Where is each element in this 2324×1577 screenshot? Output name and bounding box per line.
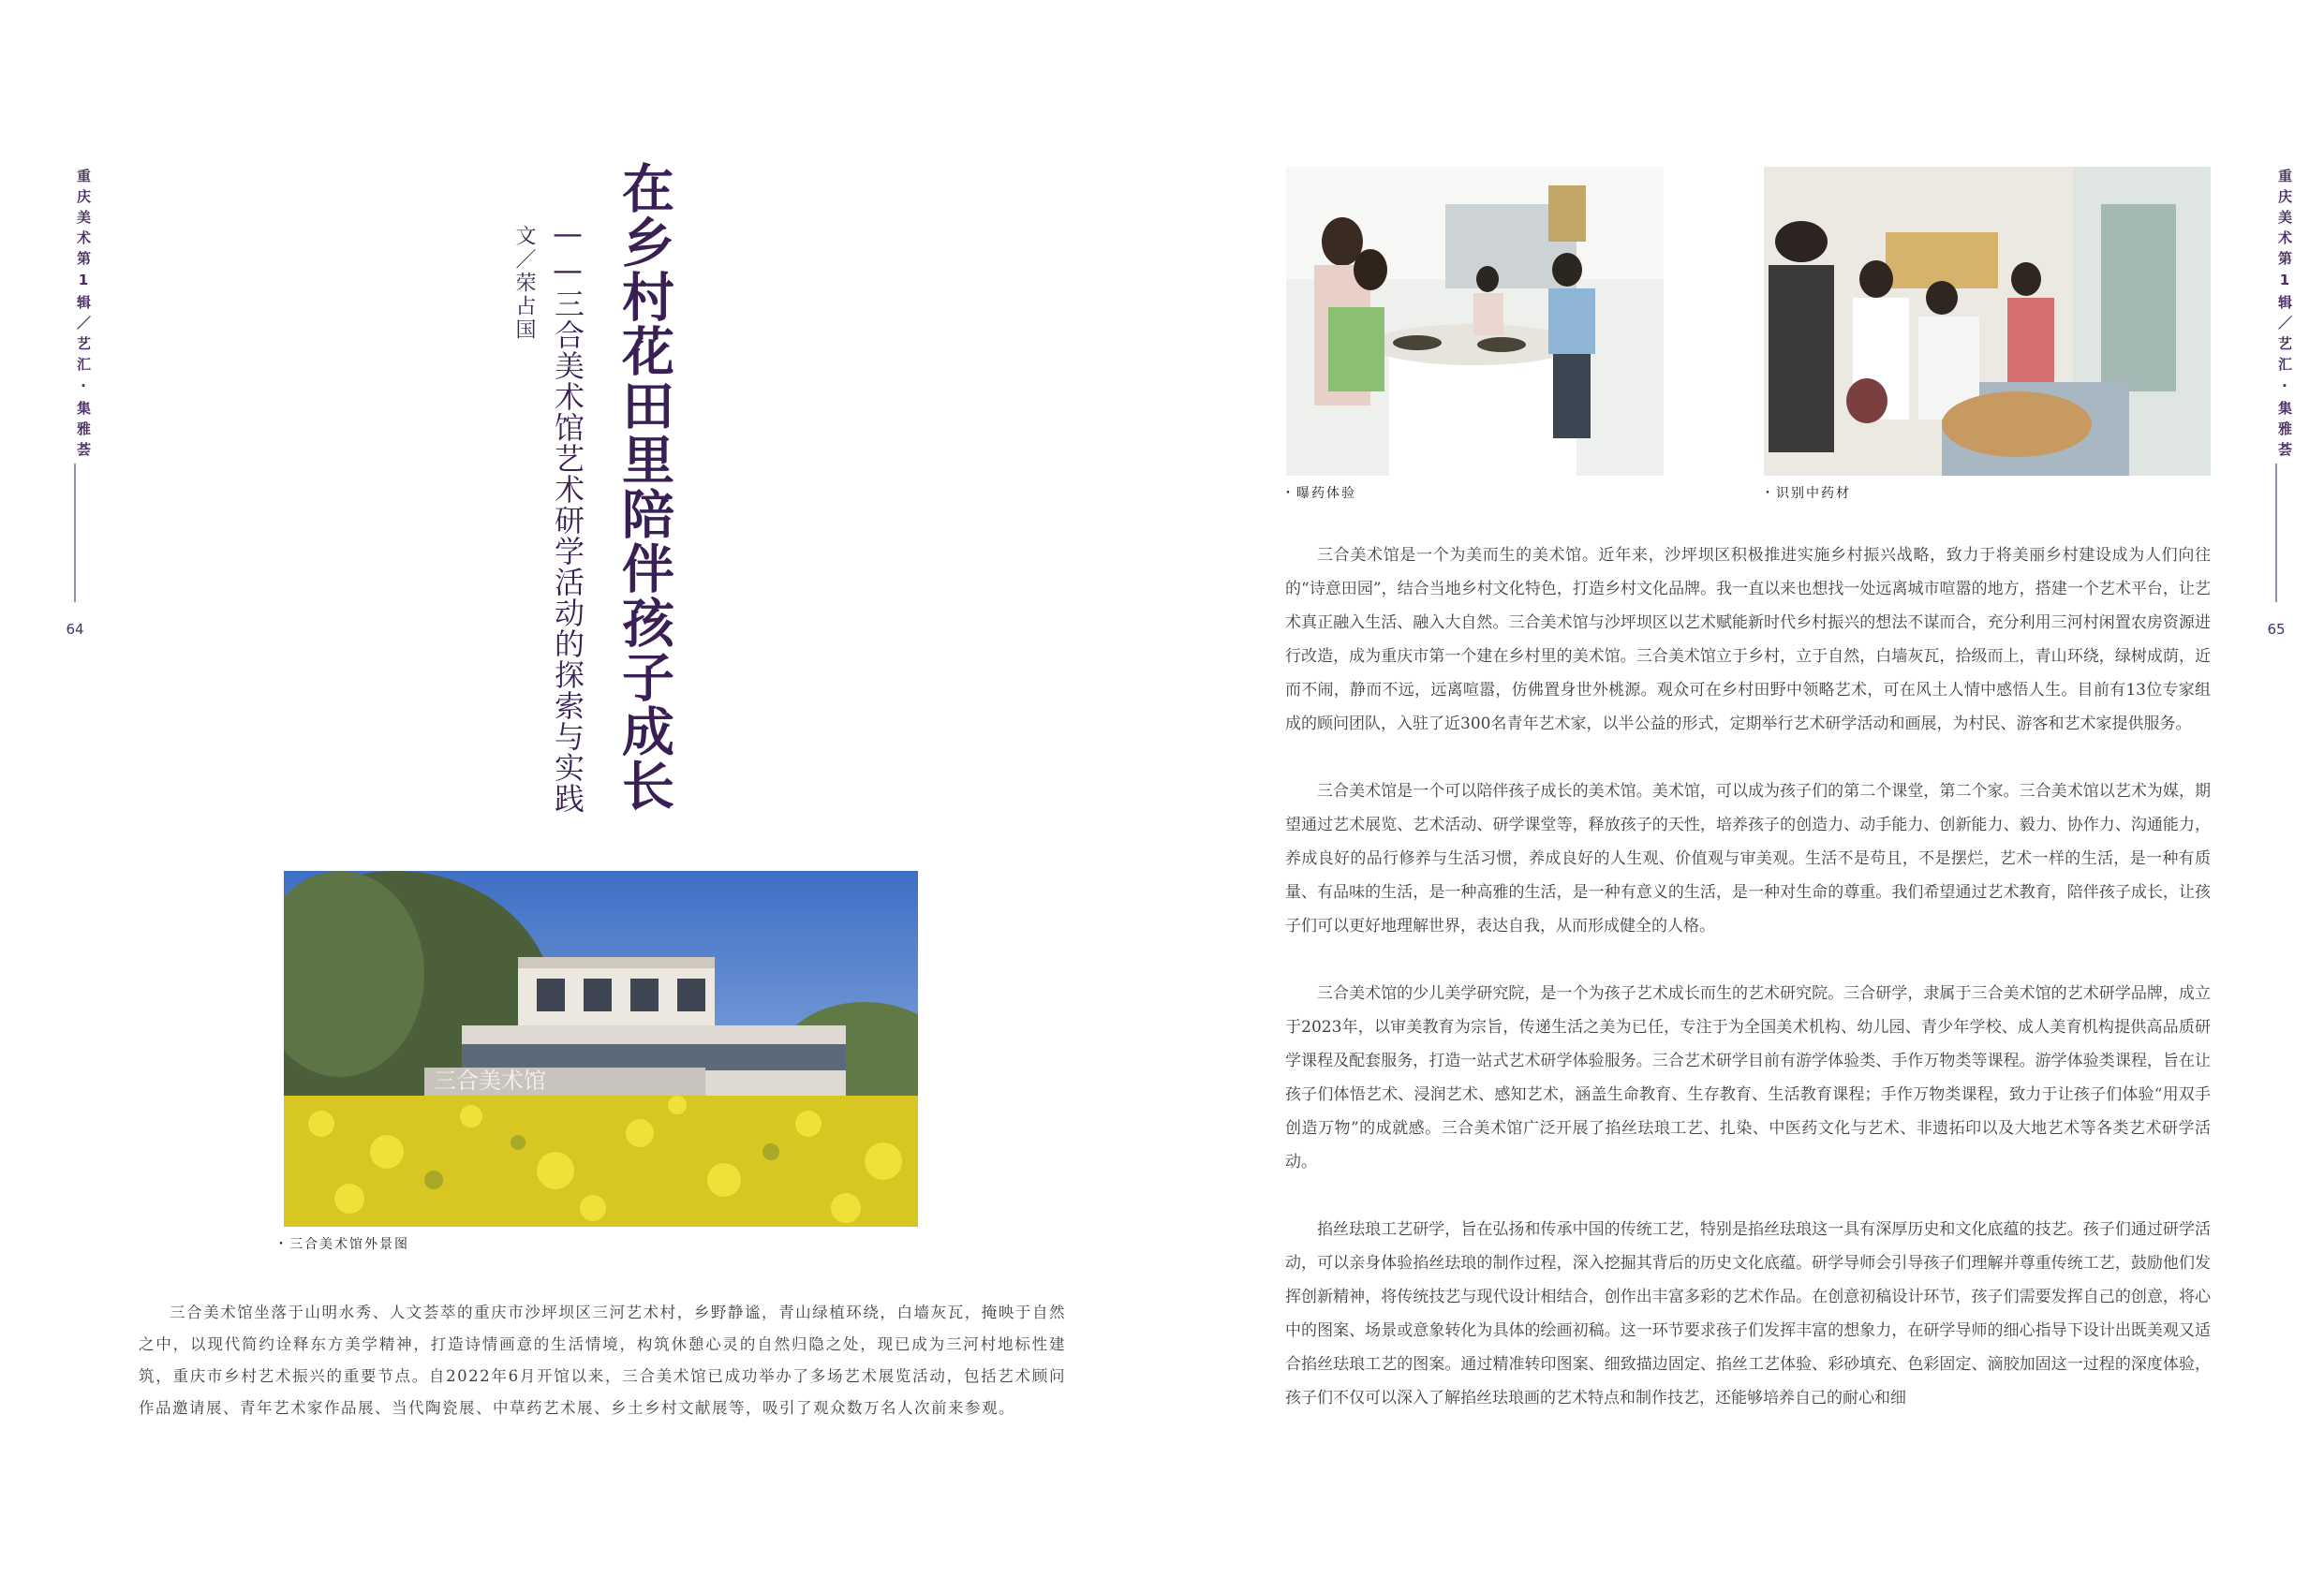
running-head-rule-left <box>74 464 76 602</box>
article-title: 在乡村花田里陪伴孩子成长 <box>614 161 675 813</box>
body-paragraph-4: 掐丝珐琅工艺研学，旨在弘扬和传承中国的传统工艺，特别是掐丝珐琅这一具有深厚历史和文化底蕴的技艺。孩子们通过研学活动，可以亲身体验掐丝珐琅的制作过程，深入挖掘其背后的历史文化底蕴。研学导师会引导孩子们理解并尊重传统工艺，鼓励他们发挥创新精神，将传统技艺与现代设计相结合，创作出丰富多彩的艺术作品。在创意初稿设计环节，孩子们需要发挥自己的创意，将心中的图案、场景或意象转化为具体的绘画初稿。这一环节要求孩子们发挥丰富的想象力，在研学导师的细心指导下设计出既美观又适合掐丝珐琅工艺的图案。通过精准转印图案、细致描边固定、掐丝工艺体验、彩砂填充、色彩固定、滴胶加固这一过程的深度体验，孩子们不仅可以深入了解掐丝珐琅画的艺术特点和制作技艺，还能够培养自己的耐心和细 <box>1285 1220 2211 1408</box>
page-number-left: 64 <box>66 621 84 638</box>
left-body-paragraph: 三合美术馆坐落于山明水秀、人文荟萃的重庆市沙坪坝区三河艺术村，乡野静谧，青山绿植环绕，白墙灰瓦，掩映于自然之中，以现代简约诠释东方美学精神，打造诗情画意的生活情境，构筑休憩心灵的自然归隐之处，现已成为三河村地标性建筑，重庆市乡村艺术振兴的重要节点。自2022年6月开馆以来，三合美术馆已成功举办了多场艺术展览活动，包括艺术顾问作品邀请展、青年艺术家作品展、当代陶瓷展、中草药艺术展、乡土乡村文献展等，吸引了观众数万名人次前来参观。 <box>139 1304 1066 1417</box>
herb-drying-photo <box>1286 167 1664 476</box>
running-head-rule-right <box>2275 464 2277 602</box>
herb-identification-caption: ・识别中药材 <box>1761 486 1851 501</box>
article-author: 文／荣占国 <box>512 225 536 342</box>
body-paragraph-3: 三合美术馆的少儿美学研究院，是一个为孩子艺术成长而生的艺术研究院。三合研学，隶属于三合美术馆的艺术研学品牌，成立于2023年，以审美教育为宗旨，传递生活之美为已任，专注于为全国美术机构、幼儿园、青少年学校、成人美育机构提供高品质研学课程及配套服务，打造一站式艺术研学体验服务。三合艺术研学目前有游学体验类、手作万物类等课程。游学体验类课程，旨在让孩子们体悟艺术、浸润艺术、感知艺术，涵盖生命教育、生存教育、生活教育课程；手作万物类课程，致力于让孩子们体验“用双手创造万物”的成就感。三合美术馆广泛开展了掐丝珐琅工艺、扎染、中医药文化与艺术、非遗拓印以及大地艺术等各类艺术研学活动。 <box>1285 984 2211 1172</box>
page-number-right: 65 <box>2267 621 2286 638</box>
running-head-left: 重庆美术第1辑／艺汇·集雅荟 <box>75 169 92 463</box>
body-paragraph-1: 三合美术馆是一个为美而生的美术馆。近年来，沙坪坝区积极推进实施乡村振兴战略，致力于将美丽乡村建设成为人们向往的“诗意田园”，结合当地乡村文化特色，打造乡村文化品牌。我一直以来也想找一处远离城市喧嚣的地方，搭建一个艺术平台，让艺术真正融入生活、融入大自然。三合美术馆与沙坪坝区以艺术赋能新时代乡村振兴的想法不谋而合，充分利用三河村闲置农房资源进行改造，成为重庆市第一个建在乡村里的美术馆。三合美术馆立于乡村，立于自然，白墙灰瓦，拾级而上，青山环绕，绿树成荫，近而不闹，静而不远，远离喧嚣，仿佛置身世外桃源。观众可在乡村田野中领略艺术，可在风土人情中感悟人生。目前有13位专家组成的顾问团队，入驻了近300名青年艺术家，以半公益的形式，定期举行艺术研学活动和画展，为村民、游客和艺术家提供服务。 <box>1285 546 2211 733</box>
herb-drying-caption: ・曝药体验 <box>1281 486 1356 501</box>
museum-sign: 三合美术馆 <box>434 1068 546 1094</box>
body-paragraph-2: 三合美术馆是一个可以陪伴孩子成长的美术馆。美术馆，可以成为孩子们的第二个课堂，第二个家。三合美术馆以艺术为媒，期望通过艺术展览、艺术活动、研学课堂等，释放孩子的天性，培养孩子的创造力、动手能力、创新能力、毅力、协作力、沟通能力，养成良好的品行修养与生活习惯，养成良好的人生观、价值观与审美观。生活不是苟且，不是摆烂，艺术一样的生活，是一种有质量、有品味的生活，是一种高雅的生活，是一种有意义的生活，是一种对生命的尊重。我们希望通过艺术教育，陪伴孩子成长，让孩子们可以更好地理解世界，表达自我，从而形成健全的人格。 <box>1285 782 2211 936</box>
exterior-photo-caption: ・三合美术馆外景图 <box>274 1237 409 1252</box>
museum-exterior-photo <box>284 871 918 1227</box>
article-subtitle: ——三合美术馆艺术研学活动的探索与实践 <box>550 215 585 814</box>
herb-identification-photo <box>1764 167 2211 476</box>
right-body-column <box>1285 538 2211 1449</box>
running-head-right: 重庆美术第1辑／艺汇·集雅荟 <box>2276 169 2293 463</box>
